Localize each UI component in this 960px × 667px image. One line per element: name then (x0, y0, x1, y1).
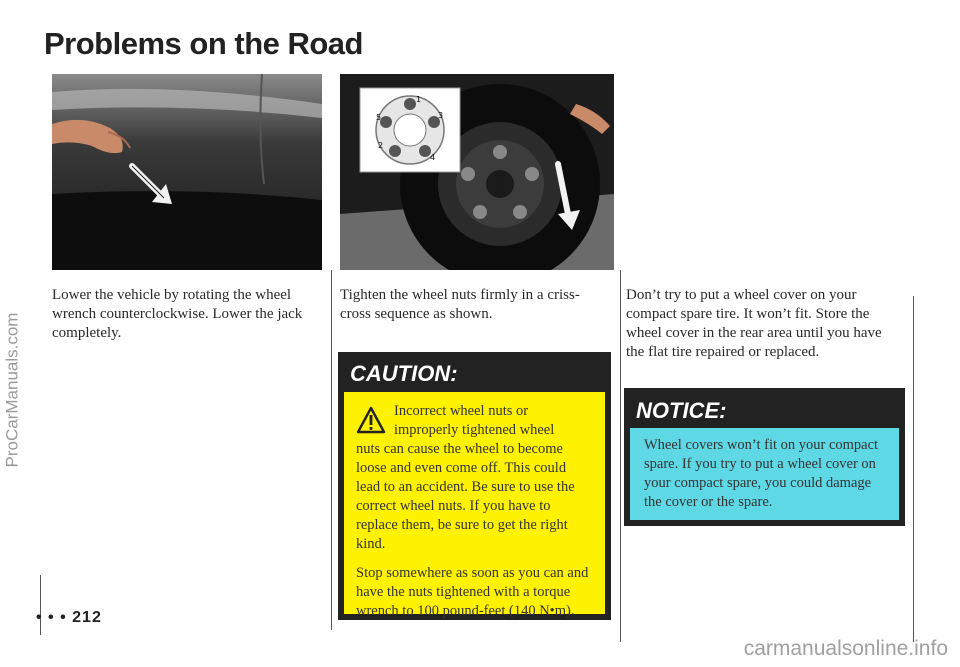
caution-paragraph-lead: Incorrect wheel nuts or improperly tightened wheel (394, 403, 555, 438)
side-watermark (2, 230, 22, 550)
caution-box (338, 352, 611, 620)
page-title: Problems on the Road (44, 26, 363, 61)
page-number (36, 609, 102, 627)
column-divider (620, 270, 621, 642)
column-2-text: Tighten the wheel nuts firmly in a criss-cross sequence as shown. (340, 287, 580, 322)
jack-lowering-illustration (52, 74, 322, 270)
caution-heading: CAUTION: (350, 361, 458, 386)
caution-paragraph-1: nuts can cause the wheel to become loose and even come off. This could lead to an accident. Be sure to use the correct wheel nuts. If you have to replace them, be sure to get the right kind. (356, 441, 575, 552)
wheel-tightening-illustration (340, 74, 614, 270)
notice-box (624, 388, 905, 526)
column-1-text: Lower the vehicle by rotating the wheel wrench counterclockwise. Lower the jack completely. (52, 287, 303, 341)
page-number-value: 212 (72, 609, 102, 626)
column-divider (913, 296, 914, 642)
side-watermark-text: ProCarManuals.com (2, 312, 22, 468)
bottom-watermark: carmanualsonline.info (743, 637, 948, 660)
jack-lowering-photo (52, 74, 322, 270)
caution-body (344, 392, 605, 619)
notice-body: Wheel covers won’t fit on your compact spare. If you try to put a wheel cover on your compact spare, you could damage the cover or the spare. (630, 428, 899, 520)
nut-label-3: 3 (438, 111, 444, 120)
nut-label-2: 2 (378, 141, 384, 150)
nut-label-5: 5 (376, 113, 382, 122)
caution-paragraph-2: Stop somewhere as soon as you can and have the nuts tightened with a torque wrench to 100 pound-feet (140 N•m). (356, 565, 589, 619)
warning-triangle-icon (356, 406, 386, 434)
wheel-tightening-photo (340, 74, 614, 270)
page-number-dots: • • • (36, 609, 67, 626)
notice-heading: NOTICE: (636, 398, 727, 423)
column-3-text: Don’t try to put a wheel cover on your compact spare tire. It won’t fit. Store the wheel cover in the rear area until you have the flat tire repaired or replaced. (626, 287, 882, 360)
column-divider (331, 270, 332, 630)
nut-label-4: 4 (430, 153, 436, 162)
nut-label-1: 1 (416, 95, 422, 104)
